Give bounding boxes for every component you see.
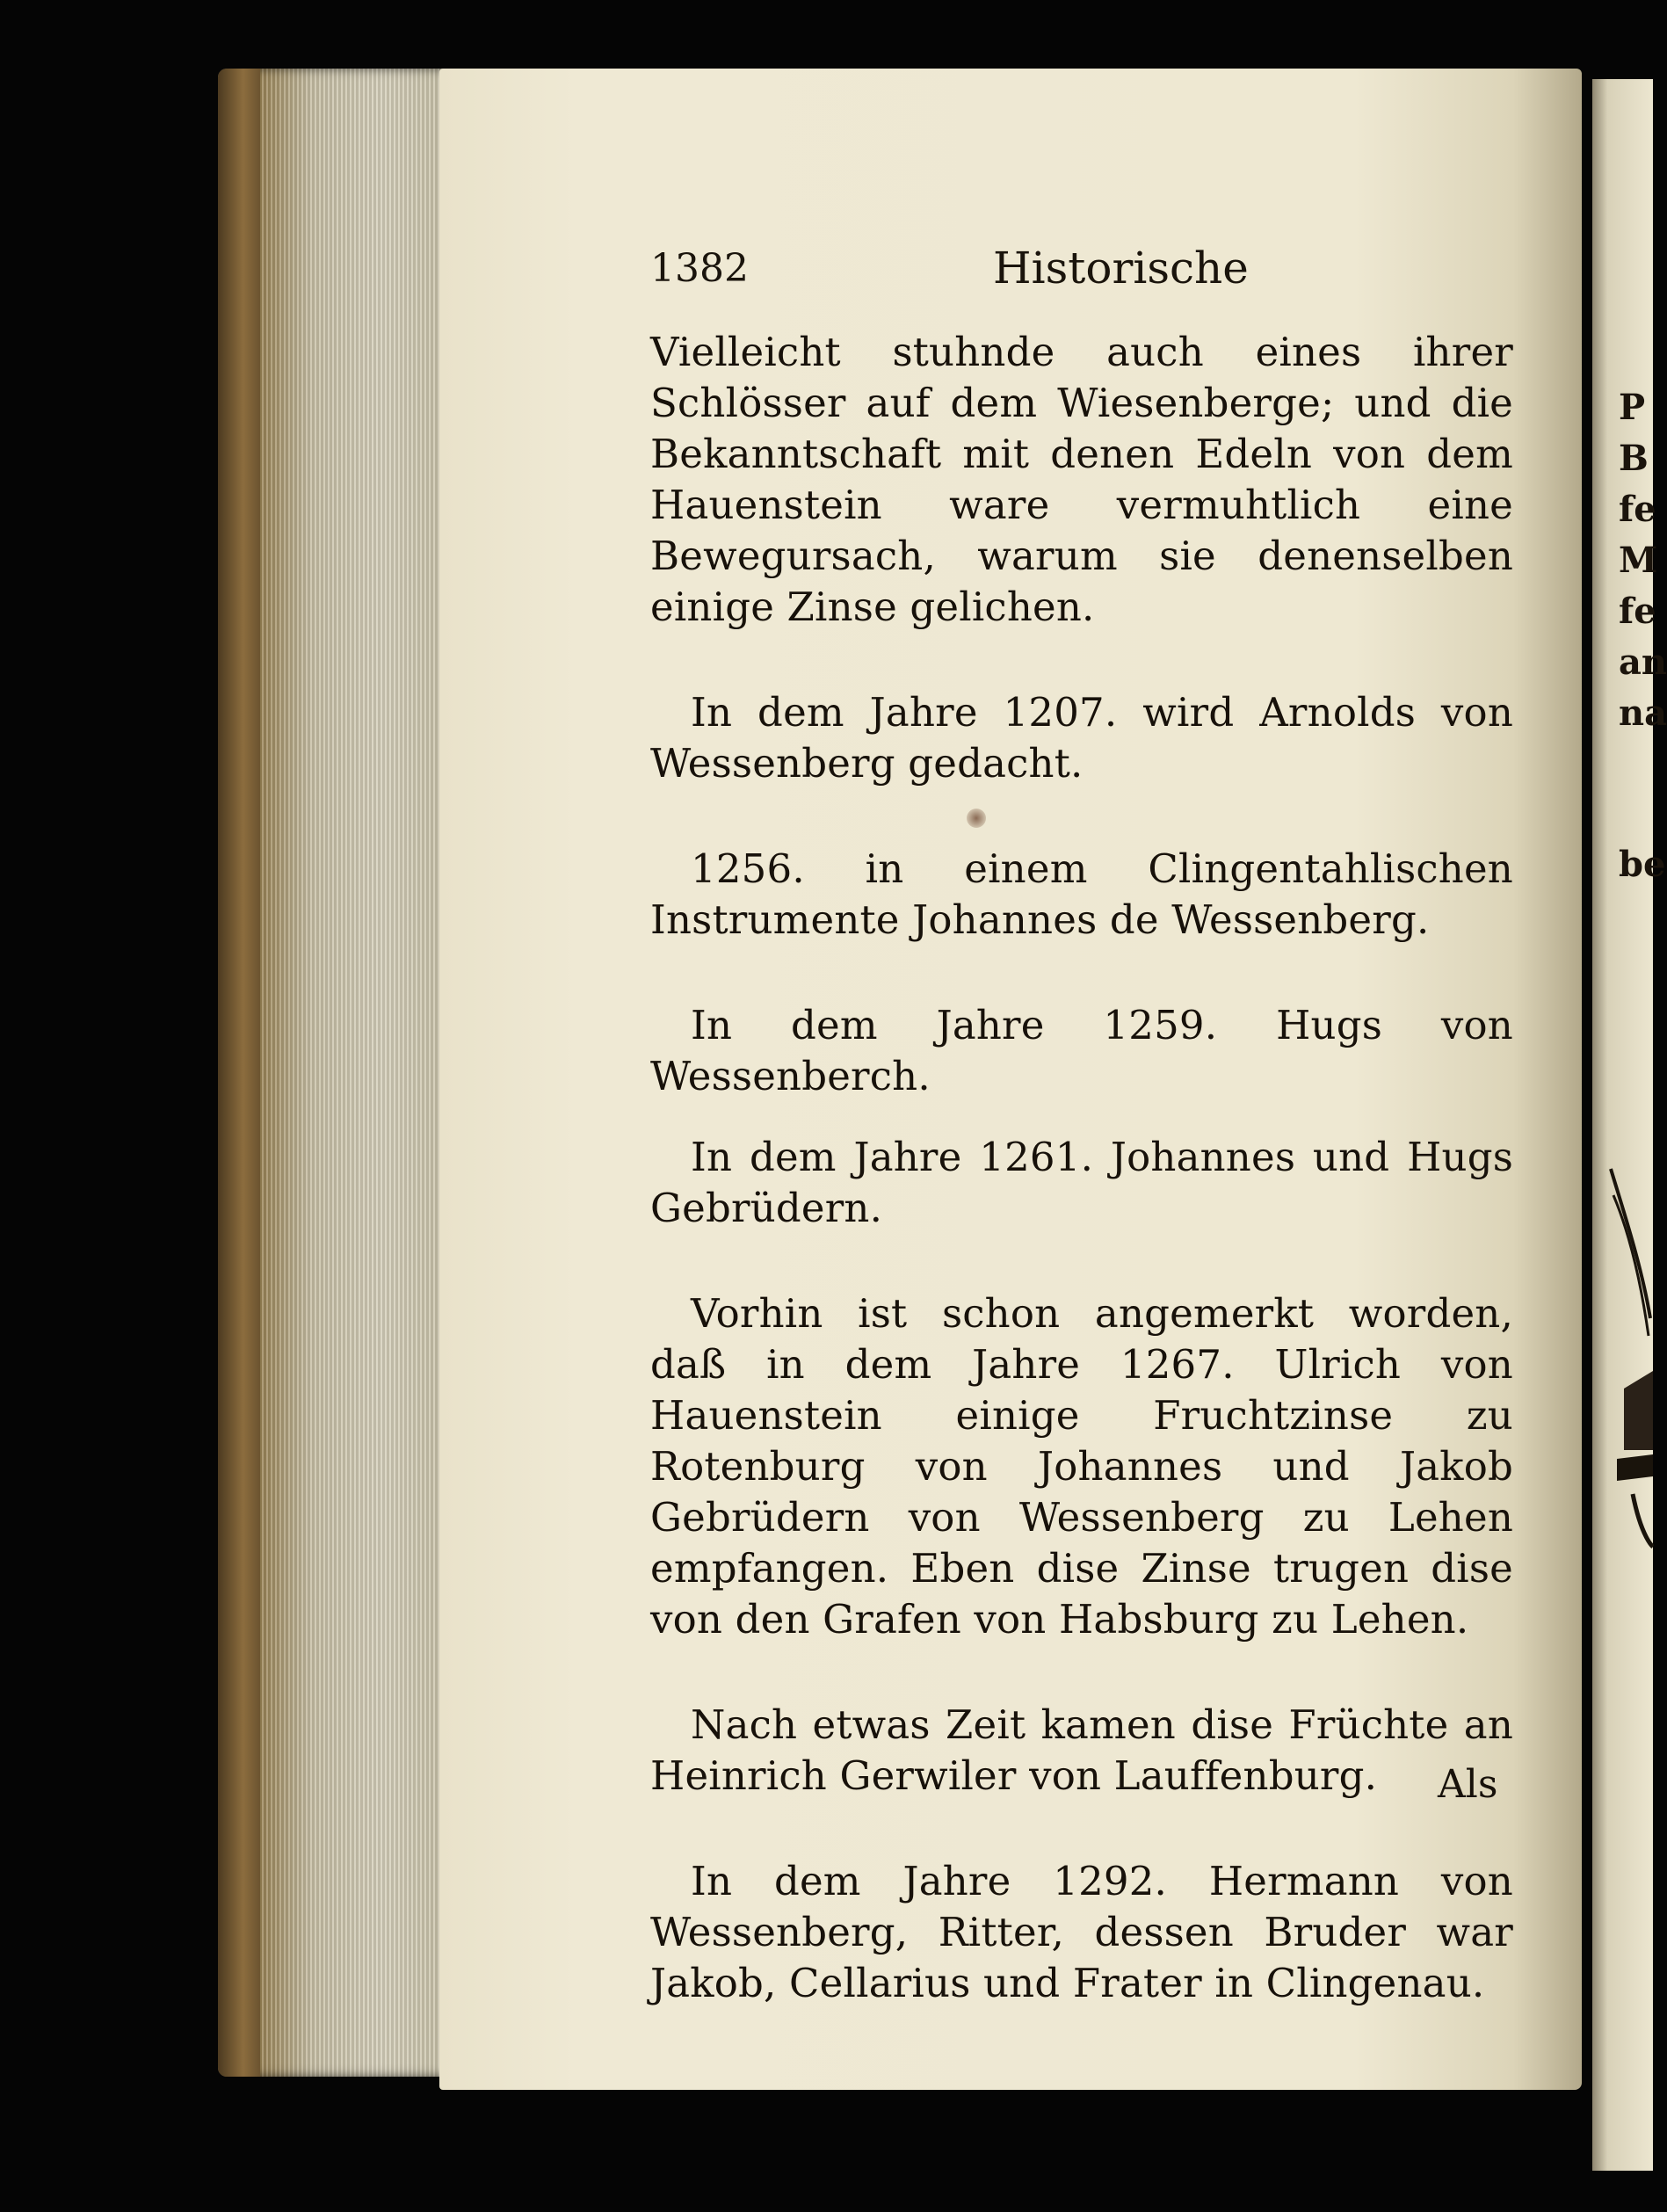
paragraph: In dem Jahre 1259. Hugs von Wessenberch.	[650, 1002, 1513, 1099]
facing-page-fragment: fe	[1619, 489, 1656, 530]
paragraph: Vielleicht stuhnde auch eines ihrer Schlösser auf dem Wiesenberge; und die Bekanntschaft mit denen Edeln von dem Hauenstein ware vermuhtlich eine Bewegursach, warum sie denenselben einige Zinse gelichen.	[650, 329, 1513, 630]
body-text	[650, 327, 1513, 2063]
catchword: Als	[1438, 1762, 1498, 1807]
paragraph: 1256. in einem Clingentahlischen Instrumente Johannes de Wessenberg.	[650, 845, 1513, 943]
page-number: 1382	[650, 246, 749, 291]
facing-page-fragment: P	[1619, 387, 1646, 428]
facing-page-woodcut	[1606, 1160, 1653, 1556]
page-header	[650, 243, 1529, 299]
paragraph: In dem Jahre 1207. wird Arnolds von Wessenberg gedacht.	[650, 689, 1513, 787]
paragraph: In dem Jahre 1292. Hermann von Wessenberg, Ritter, dessen Bruder war Jakob, Cellarius und Frater in Clingenau.	[650, 1858, 1513, 2006]
facing-page-fragment: M	[1619, 540, 1658, 581]
paragraph: Nach etwas Zeit kamen dise Früchte an Heinrich Gerwiler von Lauffenburg.	[650, 1701, 1513, 1799]
facing-page-fragment: B	[1619, 438, 1649, 479]
facing-page-fragment: fe	[1619, 591, 1656, 632]
book-cover-edge	[218, 69, 260, 2077]
facing-page-fragment: na	[1619, 693, 1667, 734]
paragraph: In dem Jahre 1261. Johannes und Hugs Gebrüdern.	[650, 1134, 1513, 1231]
paragraph: Vorhin ist schon angemerkt worden, daß in dem Jahre 1267. Ulrich von Hauenstein einige Fruchtzinse zu Rotenburg von Johannes und Jakob Gebrüdern von Wessenberg zu Lehen empfangen. Eben dise Zinse trugen dise von den Grafen von Habsburg zu Lehen.	[650, 1290, 1513, 1643]
running-title: Historische	[993, 243, 1249, 294]
facing-page-fragment: an	[1619, 642, 1667, 683]
facing-page-fragment: be	[1619, 844, 1666, 885]
